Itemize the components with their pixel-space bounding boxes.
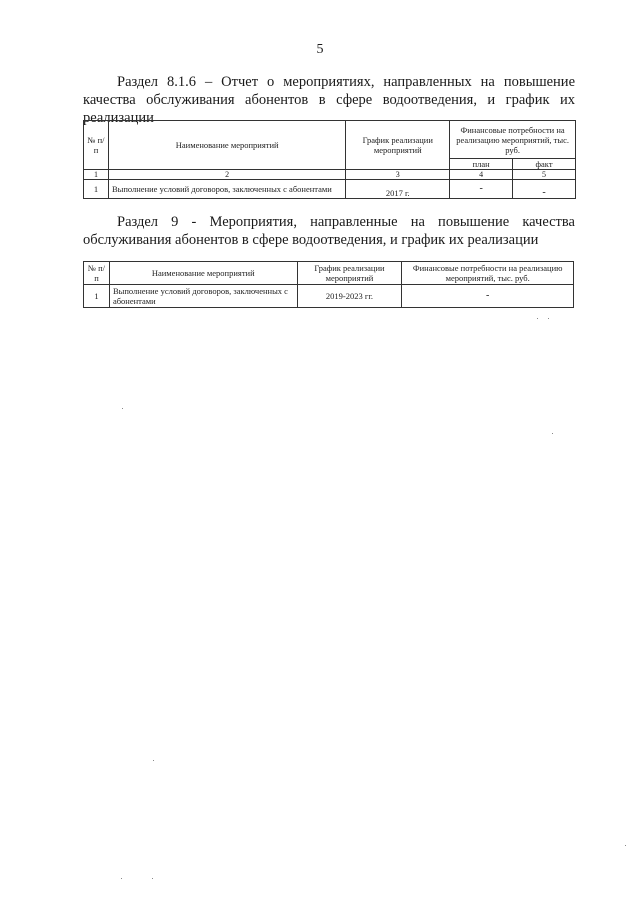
column-number: 3 xyxy=(346,170,450,180)
column-number: 2 xyxy=(108,170,345,180)
scan-speck xyxy=(537,318,538,319)
header-name: Наименование мероприятий xyxy=(109,262,297,285)
table-row xyxy=(84,285,574,308)
header-name: Наименование мероприятий xyxy=(108,121,345,170)
scan-speck xyxy=(548,318,549,319)
column-number: 1 xyxy=(84,170,109,180)
header-plan: план xyxy=(450,159,513,170)
scan-speck xyxy=(153,760,154,761)
page-number: 5 xyxy=(316,42,324,57)
header-num: № п/п xyxy=(84,262,110,285)
scan-speck xyxy=(552,433,553,434)
row-finance: - xyxy=(402,285,574,308)
section-9-heading-text: Раздел 9 - Мероприятия, направленные на повышение качества обслуживания абонентов в сфере водоотведения, и график их реализации xyxy=(83,214,575,248)
header-finance: Финансовые потребности на реализацию мероприятий, тыс. руб. xyxy=(402,262,574,285)
header-num: № п/п xyxy=(84,121,109,170)
table-row xyxy=(84,180,576,199)
section-9-table xyxy=(83,261,574,308)
row-schedule: 2019-2023 гг. xyxy=(297,285,402,308)
column-number: 4 xyxy=(450,170,513,180)
section-9-heading xyxy=(83,213,575,249)
scan-speck xyxy=(625,845,626,846)
row-fact: - xyxy=(513,180,576,199)
row-plan: - xyxy=(450,180,513,199)
row-num: 1 xyxy=(84,180,109,199)
row-schedule: 2017 г. xyxy=(346,180,450,199)
row-name: Выполнение условий договоров, заключенных с абонентами xyxy=(108,180,345,199)
header-fact: факт xyxy=(513,159,576,170)
row-num: 1 xyxy=(84,285,110,308)
scan-speck xyxy=(152,878,153,879)
section-8-1-6-table xyxy=(83,120,576,199)
scan-speck xyxy=(122,408,123,409)
header-schedule: График реализации мероприятий xyxy=(346,121,450,170)
header-finance: Финансовые потребности на реализацию мероприятий, тыс. руб. xyxy=(450,121,576,159)
header-schedule: График реализации мероприятий xyxy=(297,262,402,285)
section-8-1-6-heading-text: Раздел 8.1.6 – Отчет о мероприятиях, направленных на повышение качества обслуживания абонентов в сфере водоотведения, и график их реализации xyxy=(83,74,575,126)
row-name: Выполнение условий договоров, заключенных с абонентами xyxy=(109,285,297,308)
section-8-1-6-heading xyxy=(83,73,575,127)
column-number: 5 xyxy=(513,170,576,180)
scan-speck xyxy=(121,878,122,879)
